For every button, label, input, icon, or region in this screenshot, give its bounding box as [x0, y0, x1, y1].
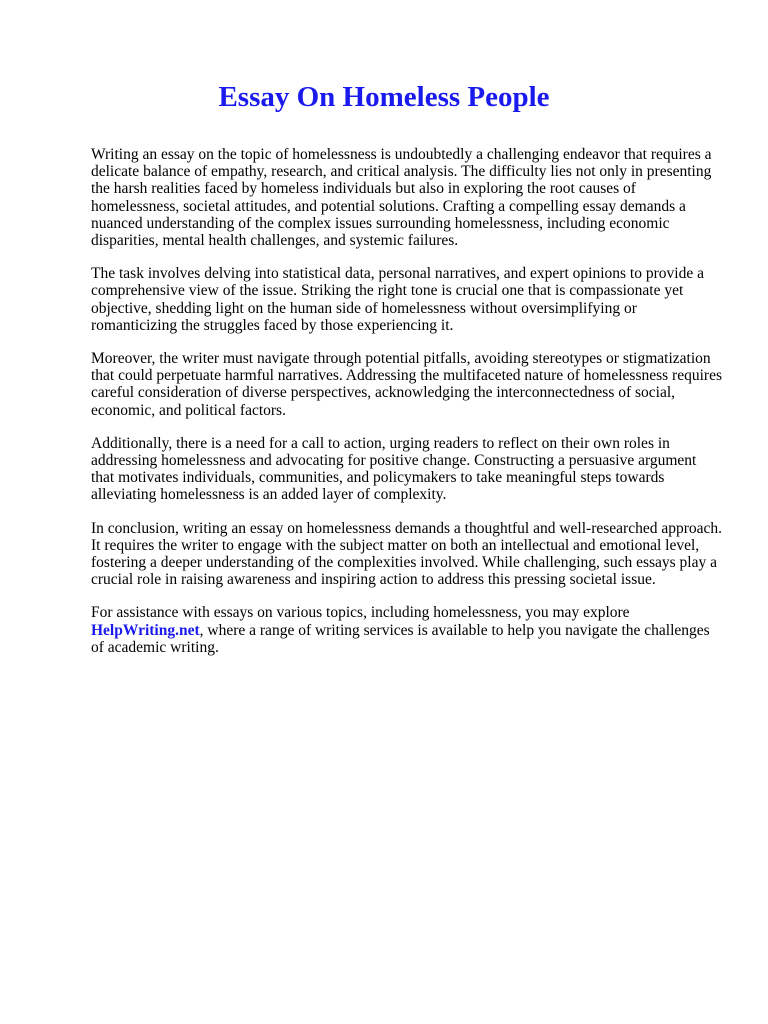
paragraph-1: Writing an essay on the topic of homelessness is undoubtedly a challenging endeavor that requires a delicate balance of empathy, research, and critical analysis. The difficulty lies not only in presenting the harsh realities faced by homeless individuals but also in exploring the root causes of homelessness, societal attitudes, and potential solutions. Crafting a compelling essay demands a nuanced understanding of the complex issues surrounding homelessness, including economic disparities, mental health challenges, and systemic failures.: [91, 146, 712, 250]
paragraph-6: [91, 604, 731, 656]
page-title: Essay On Homeless People: [218, 81, 550, 113]
paragraph-3: Moreover, the writer must navigate through potential pitfalls, avoiding stereotypes or stigmatization that could perpetuate harmful narratives. Addressing the multifaceted nature of homelessness requires careful consideration of diverse perspectives, acknowledging the interconnectedness of social, economic, and political factors.: [91, 350, 722, 419]
essay-body: [91, 146, 731, 672]
paragraph-6-lead: For assistance with essays on various topics, including homelessness, you may explore: [91, 604, 630, 622]
paragraph-5: In conclusion, writing an essay on homelessness demands a thoughtful and well-researched approach. It requires the writer to engage with the subject matter on both an intellectual and emotional level, fostering a deeper understanding of the complexities involved. While challenging, such essays play a crucial role in raising awareness and inspiring action to address this pressing societal issue.: [91, 519, 723, 589]
paragraph-4: Additionally, there is a need for a call to action, urging readers to reflect on their own roles in addressing homelessness and advocating for positive change. Constructing a persuasive argument that motivates individuals, communities, and policymakers to take meaningful steps towards alleviating homelessness is an added layer of complexity.: [91, 434, 697, 504]
paragraph-6-tail: , where a range of writing services is available to help you navigate the challenges of academic writing.: [91, 621, 710, 656]
helpwriting-link[interactable]: HelpWriting.net: [91, 621, 200, 639]
paragraph-2: The task involves delving into statistical data, personal narratives, and expert opinions to provide a comprehensive view of the issue. Striking the right tone is crucial one that is compassionate yet objective, shedding light on the human side of homelessness without oversimplifying or romanticizing the struggles faced by those experiencing it.: [91, 265, 704, 334]
